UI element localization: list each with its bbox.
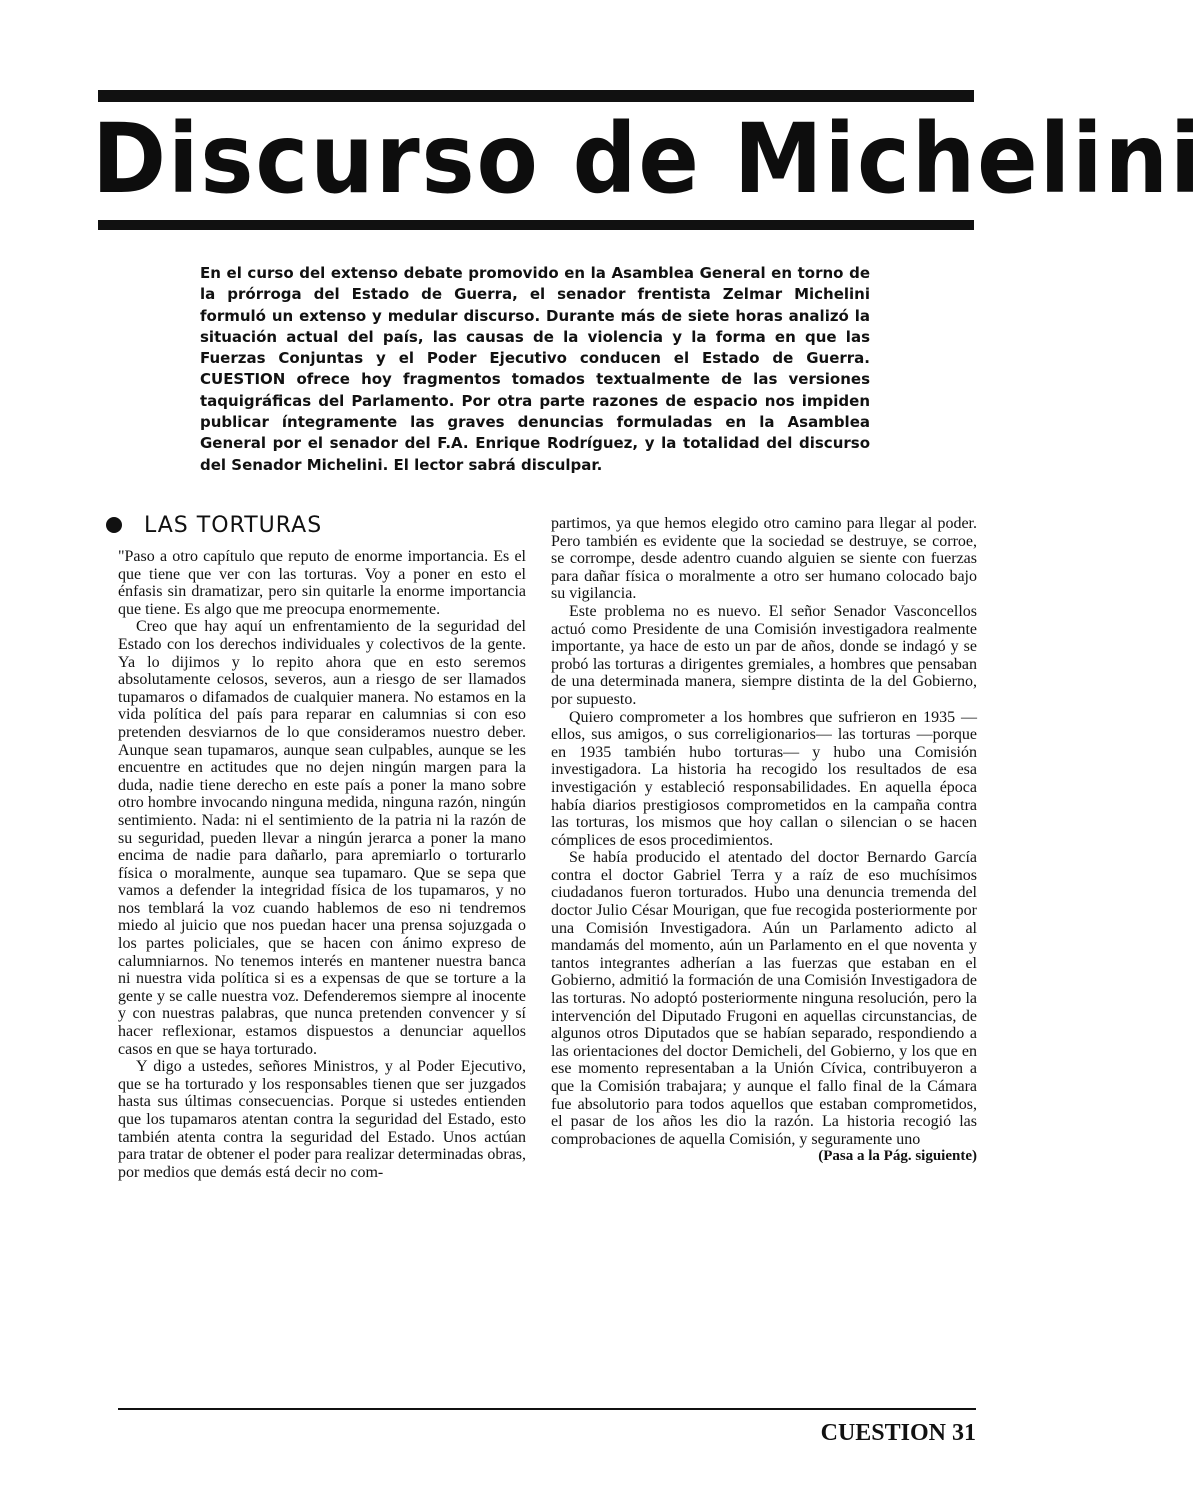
continued-note: (Pasa a la Pág. siguiente) xyxy=(818,1148,977,1165)
body-paragraph: Creo que hay aquí un enfrentamiento de la seguridad del Estado con los derechos individuales y colectivos de la gente. Ya lo dijimos y lo repito ahora que en esto seremos absolutamente celosos, severos, aun a riesgo de ser llamados tupamaros o difamados de cualquier manera. No estamos en la vida política del país para reparar en calumnias si con eso pretenden desviarnos de lo que consideramos nuestro deber. Aunque sean tupamaros, aunque sean culpables, aunque se les encuentre en actitudes que no dejen ningún margen para la duda, nadie tiene derecho en este país a poner la mano sobre otro hombre invocando ninguna medida, ninguna razón, ningún sentimiento. Nada: ni el sentimiento de la patria ni la razón de su seguridad, pueden llevar a ningún jerarca a poner la mano encima de nadie para dañarlo, para apremiarlo o torturarlo física o moralmente, aunque sea tupamaro. Que se sepa que vamos a defender la integridad física de los tupamaros, y no nos temblará la voz cuando hablemos de eso ni tendremos miedo al juicio que nos puedan hacer una prensa sojuzgada o los partes policiales, que se hacen con ánimo expreso de calumniarnos. No tenemos interés en mantener nuestra banca ni nuestra vida política si es a expensas de que se torture a la gente y se calle nuestra voz. Defenderemos siempre al inocente y con nuestras palabras, que nunca pretenden convencer y sí hacer reflexionar, estamos dispuestos a denunciar aquellos casos en que se haya torturado. xyxy=(118,618,526,1058)
section-heading xyxy=(106,510,322,540)
page-footer: CUESTION 31 xyxy=(820,1420,976,1446)
headline: Discurso de Michelini xyxy=(92,103,1202,215)
bullet-icon xyxy=(106,517,122,533)
body-paragraph: partimos, ya que hemos elegido otro camino para llegar al poder. Pero también es evidente que la sociedad se destruye, se corroe, se corrompe, desde adentro cuando alguien se siente con fuerzas para dañar física o moralmente a otro ser humano colocado bajo su vigilancia. xyxy=(551,515,977,603)
body-paragraph: Quiero comprometer a los hombres que sufrieron en 1935 —ellos, sus amigos, o sus correligionarios— las torturas —porque en 1935 también hubo torturas— y hubo una Comisión investigadora. La historia ha recogido los resultados de esa investigación y estableció responsabilidades. En aquella época había diarios prestigiosos comprometidos en la campaña contra las torturas, los mismos que hoy callan o silencian o se hacen cómplices de esos procedimientos. xyxy=(551,708,977,849)
masthead-rule-bottom xyxy=(98,220,974,230)
body-paragraph: Se había producido el atentado del doctor Bernardo García contra el doctor Gabriel Terra y a raíz de eso muchísimos ciudadanos fueron torturados. Hubo una denuncia tremenda del doctor Julio César Mourigan, que fue recogida posteriormente por una Comisión Investigadora. Aún un Parlamento adicto al mandamás del momento, aún un Parlamento en el que noventa y tantos integrantes adherían a las fuerzas que estaban en el Gobierno, admitió la formación de una Comisión Investigadora de las torturas. No adoptó posteriormente ninguna resolución, pero la intervención del Diputado Frugoni en aquellas circunstancias, de algunos otros Diputados que se habían separado, respondiendo a las orientaciones del doctor Demicheli, del Gobierno, y los que en ese momento representaban a la Unión Cívica, contribuyeron a que la Comisión trabajara; y aunque el fallo final de la Cámara fue absolutorio para todos aquellos que estaban comprometidos, el pasar de los años les dio la razón. La historia recogió las comprobaciones de aquella Comisión, y seguramente uno xyxy=(551,849,977,1148)
left-column xyxy=(118,548,526,1181)
body-paragraph: Y digo a ustedes, señores Ministros, y al Poder Ejecutivo, que se ha torturado y los responsables tienen que ser juzgados hasta sus últimas consecuencias. Porque si ustedes entienden que los tupamaros atentan contra la seguridad del Estado, esto también atenta contra la seguridad del Estado. Unos actúan para tratar de obtener el poder para realizar determinadas obras, por medios que demás está decir no com- xyxy=(118,1058,526,1181)
footer-rule xyxy=(118,1408,976,1410)
intro-paragraph: En el curso del extenso debate promovido en la Asamblea General en torno de la prórroga del Estado de Guerra, el senador frentista Zelmar Michelini formuló un extenso y medular discurso. Durante más de siete horas analizó la situación actual del país, las causas de la violencia y la forma en que las Fuerzas Conjuntas y el Poder Ejecutivo conducen el Estado de Guerra. CUESTION ofrece hoy fragmentos tomados textualmente de las versiones taquigráficas del Parlamento. Por otra parte razones de espacio nos impiden publicar íntegramente las graves denuncias formuladas en la Asamblea General por el senador del F.A. Enrique Rodríguez, y la totalidad del discurso del Senador Michelini. El lector sabrá disculpar. xyxy=(200,264,870,474)
section-title: LAS TORTURAS xyxy=(144,512,323,538)
right-column xyxy=(551,515,977,1166)
body-paragraph: Este problema no es nuevo. El señor Senador Vasconcellos actuó como Presidente de una Comisión investigadora realmente importante, ya hace de esto un par de años, donde se indagó y se probó las torturas a dirigentes gremiales, a hombres que pensaban de una determinada manera, siempre distinta de la del Gobierno, por supuesto. xyxy=(551,602,977,708)
body-paragraph: "Paso a otro capítulo que reputo de enorme importancia. Es el que tiene que ver con las torturas. Voy a poner en esto el énfasis sin dramatizar, pero sin quitarle la enorme importancia que tiene. Es algo que me preocupa enormemente. xyxy=(118,548,526,618)
